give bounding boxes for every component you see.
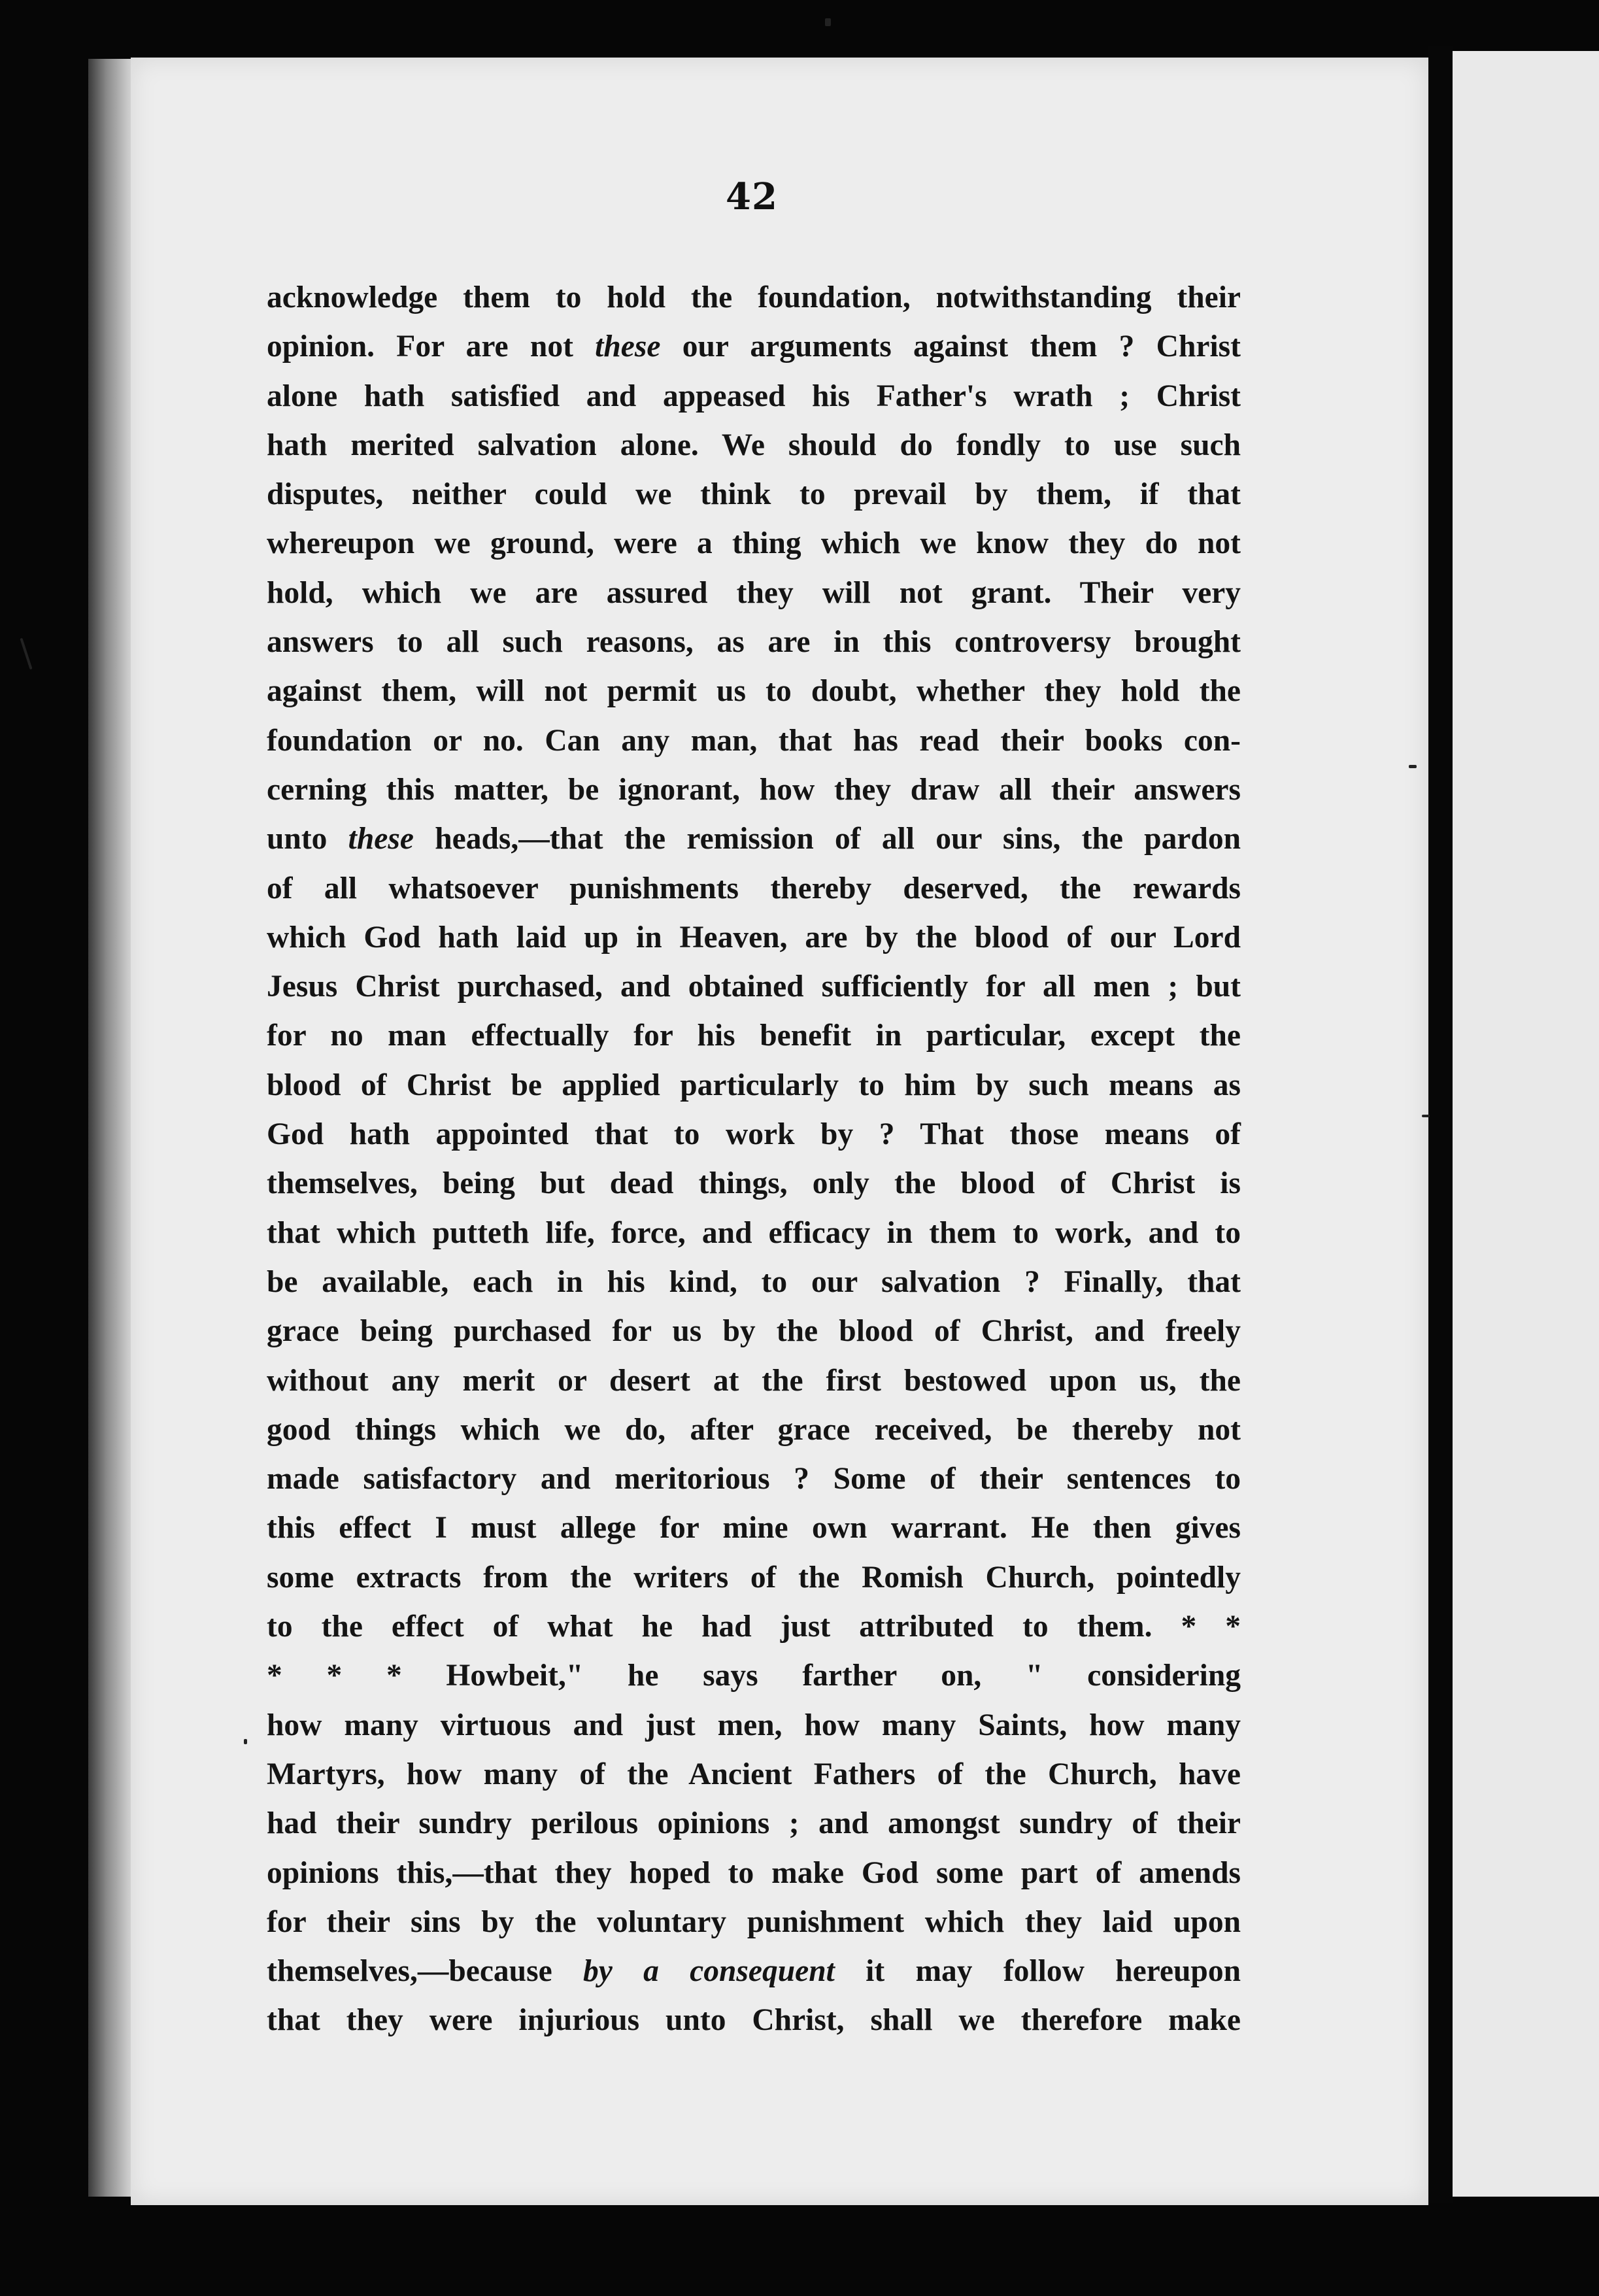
text-line: acknowledge them to hold the foundation, notwithstanding their bbox=[267, 280, 1241, 314]
page-number: 42 bbox=[726, 175, 778, 218]
text-line: had their sundry perilous opinions ; and amongst sundry of their bbox=[267, 1806, 1241, 1841]
text-line: to the effect of what he had just attributed to them. * * bbox=[267, 1610, 1241, 1644]
text-line: that they were injurious unto Christ, shall we therefore make bbox=[267, 2003, 1241, 2038]
scan-speck bbox=[244, 1739, 247, 1744]
text-line: whereupon we ground, were a thing which we know they do not bbox=[267, 526, 1241, 561]
text-line: themselves,—because by a consequent it may follow hereupon bbox=[267, 1954, 1241, 1989]
text-line: of all whatsoever punishments thereby deserved, the rewards bbox=[267, 871, 1241, 905]
text-line: answers to all such reasons, as are in this controversy brought bbox=[267, 625, 1241, 660]
adjacent-page-edge bbox=[1453, 51, 1599, 2197]
text-line: cerning this matter, be ignorant, how they draw all their answers bbox=[267, 772, 1241, 807]
text-line: hath merited salvation alone. We should do fondly to use such bbox=[267, 428, 1241, 462]
page-body-text bbox=[267, 273, 1241, 2046]
scan-speck bbox=[20, 638, 32, 670]
text-line: opinion. For are not these our arguments against them ? Christ bbox=[267, 329, 1241, 364]
text-line: that which putteth life, force, and efficacy in them to work, and to bbox=[267, 1215, 1241, 1250]
text-line: made satisfactory and meritorious ? Some of their sentences to bbox=[267, 1462, 1241, 1496]
text-line: blood of Christ be applied particularly to him by such means as bbox=[267, 1068, 1241, 1102]
text-line: be available, each in his kind, to our salvation ? Finally, that bbox=[267, 1264, 1241, 1299]
text-line: unto these heads,—that the remission of all our sins, the pardon bbox=[267, 822, 1241, 856]
text-line: hold, which we are assured they will not grant. Their very bbox=[267, 575, 1241, 610]
scan-speck bbox=[1422, 1115, 1430, 1117]
text-line: without any merit or desert at the first bestowed upon us, the bbox=[267, 1363, 1241, 1398]
text-line: for no man effectually for his benefit in particular, except the bbox=[267, 1019, 1241, 1053]
text-line: opinions this,—that they hoped to make God some part of amends bbox=[267, 1855, 1241, 1890]
text-line: this effect I must allege for mine own warrant. He then gives bbox=[267, 1511, 1241, 1545]
text-line: Martyrs, how many of the Ancient Fathers of the Church, have bbox=[267, 1757, 1241, 1791]
scan-speck bbox=[825, 18, 831, 26]
text-line: how many virtuous and just men, how many Saints, how many bbox=[267, 1708, 1241, 1742]
text-line: against them, will not permit us to doubt, whether they hold the bbox=[267, 674, 1241, 709]
text-line: * * * Howbeit," he says farther on, " considering bbox=[267, 1659, 1241, 1693]
book-spine bbox=[1428, 46, 1453, 2203]
text-line: which God hath laid up in Heaven, are by the blood of our Lord bbox=[267, 920, 1241, 954]
text-line: good things which we do, after grace received, be thereby not bbox=[267, 1412, 1241, 1447]
text-line: disputes, neither could we think to prevail by them, if that bbox=[267, 477, 1241, 512]
text-line: foundation or no. Can any man, that has read their books con- bbox=[267, 723, 1241, 758]
text-line: God hath appointed that to work by ? That those means of bbox=[267, 1117, 1241, 1152]
text-line: themselves, being but dead things, only the blood of Christ is bbox=[267, 1166, 1241, 1201]
text-line: grace being purchased for us by the blood of Christ, and freely bbox=[267, 1314, 1241, 1349]
text-line: for their sins by the voluntary punishment which they laid upon bbox=[267, 1904, 1241, 1939]
text-line: alone hath satisfied and appeased his Father's wrath ; Christ bbox=[267, 379, 1241, 413]
scan-speck bbox=[1409, 765, 1417, 768]
text-line: some extracts from the writers of the Romish Church, pointedly bbox=[267, 1560, 1241, 1595]
text-line: Jesus Christ purchased, and obtained sufficiently for all men ; but bbox=[267, 970, 1241, 1004]
